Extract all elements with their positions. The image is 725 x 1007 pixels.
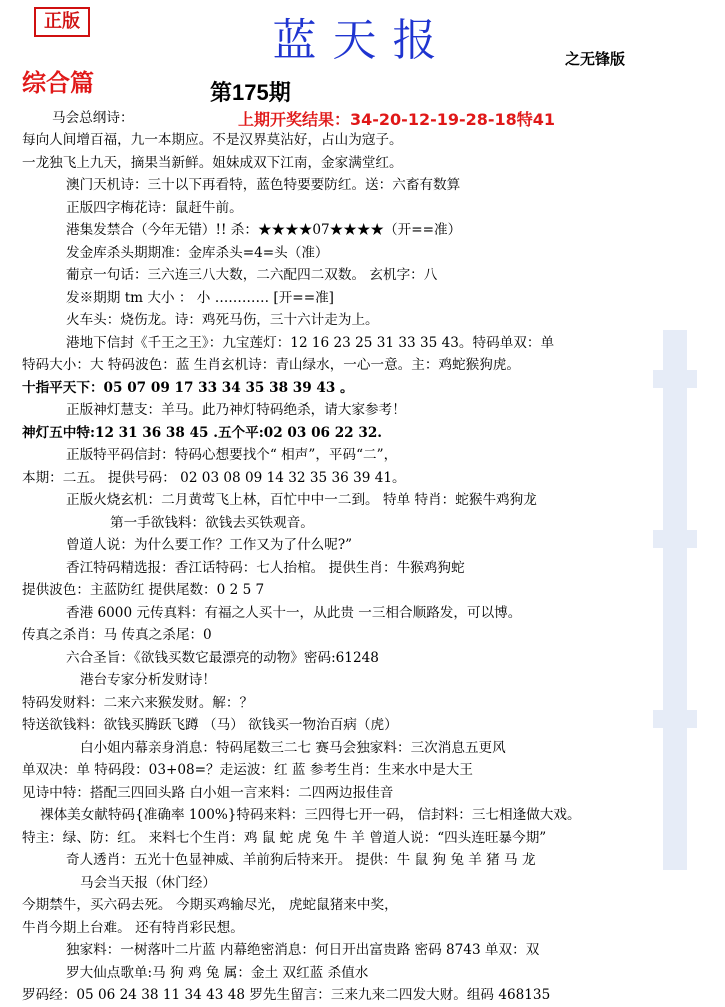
- text-line: 火车头：烧伤龙。诗：鸡死马伤，三十六计走为上。: [66, 312, 379, 329]
- text-line: 正版特平码信封：特码心想要找个“ 相声”，平码“二”，: [66, 447, 398, 464]
- text-line: 罗码经：05 06 24 38 11 34 43 48 罗先生留言：三来九来二四发大财。组码 468135: [22, 987, 551, 1003]
- text-line: 发金库杀头期期准：金库杀头=4=头（准）: [66, 244, 329, 261]
- text-line: 每向人间增百福，九一本期应。不是汉界莫沾好，占山为寇子。: [22, 132, 403, 149]
- text-line: 牛肖今期上台难。 还有特肖彩民想。: [22, 919, 244, 936]
- text-line: 一龙独飞上九天，摘果当新鲜。姐妹成双下江南，金家满堂红。: [22, 154, 403, 171]
- text-line: 十指平天下：05 07 09 17 33 34 35 38 39 43 。: [22, 379, 354, 396]
- text-line: 香港 6000 元传真料：有福之人买十一，从此贵 一三相合顺路发，可以博。: [66, 604, 522, 621]
- text-line: 特主：绿、防：红。 来料七个生肖：鸡 鼠 蛇 虎 兔 牛 羊 曾道人说：“四头连旺暴今期”: [22, 829, 547, 846]
- text-line: 神灯五中特:12 31 36 38 45 .五个平:02 03 06 22 32.: [22, 424, 383, 441]
- text-line: 马会总纲诗：: [52, 110, 134, 126]
- text-line: 特码发财料：二来六来猴发财。解：？: [22, 694, 254, 711]
- text-line: 见诗中特：搭配三四回头路 白小姐一言来料：二四两边报佳音: [22, 784, 394, 801]
- text-line: 港台专家分析发财诗！: [80, 672, 216, 689]
- text-line: 罗大仙点歌单:马 狗 鸡 兔 属：金土 双红蓝 杀值水: [66, 964, 369, 981]
- text-line: 香江特码精选报：香江话特码：七人抬棺。 提供生肖：牛猴鸡狗蛇: [66, 559, 465, 576]
- text-line: 正版四字梅花诗：鼠赶牛前。: [66, 199, 243, 216]
- text-line: 特送欲钱料：欲钱买腾跃飞蹲 （马） 欲钱买一物治百病（虎）: [22, 717, 398, 734]
- text-line: 马会当天报（休门经）: [80, 874, 216, 891]
- text-line: 白小姐内幕亲身消息：特码尾数三二七 赛马会独家料：三次消息五更风: [80, 739, 506, 756]
- text-line: 单双决：单 特码段：03+08=？走运波：红 蓝 参考生肖：生来水中是大王: [22, 762, 473, 779]
- text-line: 曾道人说：为什么要工作？工作又为了什么呢?”: [66, 537, 353, 554]
- text-line: 发※期期 tm 大小 ： 小 ………… [开==准]: [66, 289, 334, 306]
- newspaper-title: 蓝天报: [272, 15, 453, 66]
- text-line: 第一手欲钱料：欲钱去买铁观音。: [110, 514, 314, 531]
- text-line: 裸体美女献特码{准确率 100%}特码来料：三四得七开一码， 信封料：三七相逢做大戏。: [40, 807, 581, 824]
- issue-number: 第175期: [210, 80, 291, 105]
- text-line: 葡京一句话：三六连三八大数，二六配四二双数。 玄机字：八: [66, 267, 438, 284]
- text-line: 澳门天机诗：三十以下再看特，蓝色特要要防红。送：六畜有数算: [66, 177, 461, 194]
- text-line: 正版神灯慧支：羊马。此乃神灯特码绝杀，请大家参考！: [66, 402, 406, 419]
- text-line: 传真之杀肖：马 传真之杀尾：0: [22, 627, 212, 644]
- text-line: 港地下信封《千王之王》：九宝莲灯：12 16 23 25 31 33 35 43。特码单双：单: [66, 334, 555, 351]
- last-draw-result: 上期开奖结果：34-20-12-19-28-18特41: [238, 110, 556, 129]
- text-line: 六合圣旨：《欲钱买数它最漂亮的动物》密码:61248: [66, 649, 379, 666]
- text-line: 提供波色：主蓝防红 提供尾数：0 2 5 7: [22, 582, 265, 599]
- text-line: 特码大小：大 特码波色：蓝 生肖玄机诗：青山绿水，一心一意。主：鸡蛇猴狗虎。: [22, 357, 521, 374]
- text-line: 港集发禁合（今年无错）!! 杀：★★★★07★★★★（开==准）: [66, 222, 462, 239]
- text-line: 奇人透肖：五光十色显神威、羊前狗后特来开。 提供：牛 鼠 狗 兔 羊 猪 马 龙: [66, 852, 536, 869]
- text-line: 本期：二五。 提供号码： 02 03 08 09 14 32 35 36 39 41。: [22, 469, 406, 486]
- text-line: 正版火烧玄机：二月黄莺飞上林，百忙中中一二到。 特单 特肖：蛇猴牛鸡狗龙: [66, 492, 537, 509]
- text-line: 独家料：一树落叶二片蓝 内幕绝密消息：何日开出富贵路 密码 8743 单双：双: [66, 942, 540, 959]
- section-heading: 综合篇: [22, 68, 94, 97]
- text-line: 今期禁牛，买六码去死。 今期买鸡输尽光， 虎蛇鼠猪来中奖，: [22, 897, 398, 914]
- watermark-graphic: [645, 330, 705, 870]
- genuine-badge: 正版: [34, 7, 90, 37]
- edition-subtitle: 之无锋版: [565, 50, 626, 68]
